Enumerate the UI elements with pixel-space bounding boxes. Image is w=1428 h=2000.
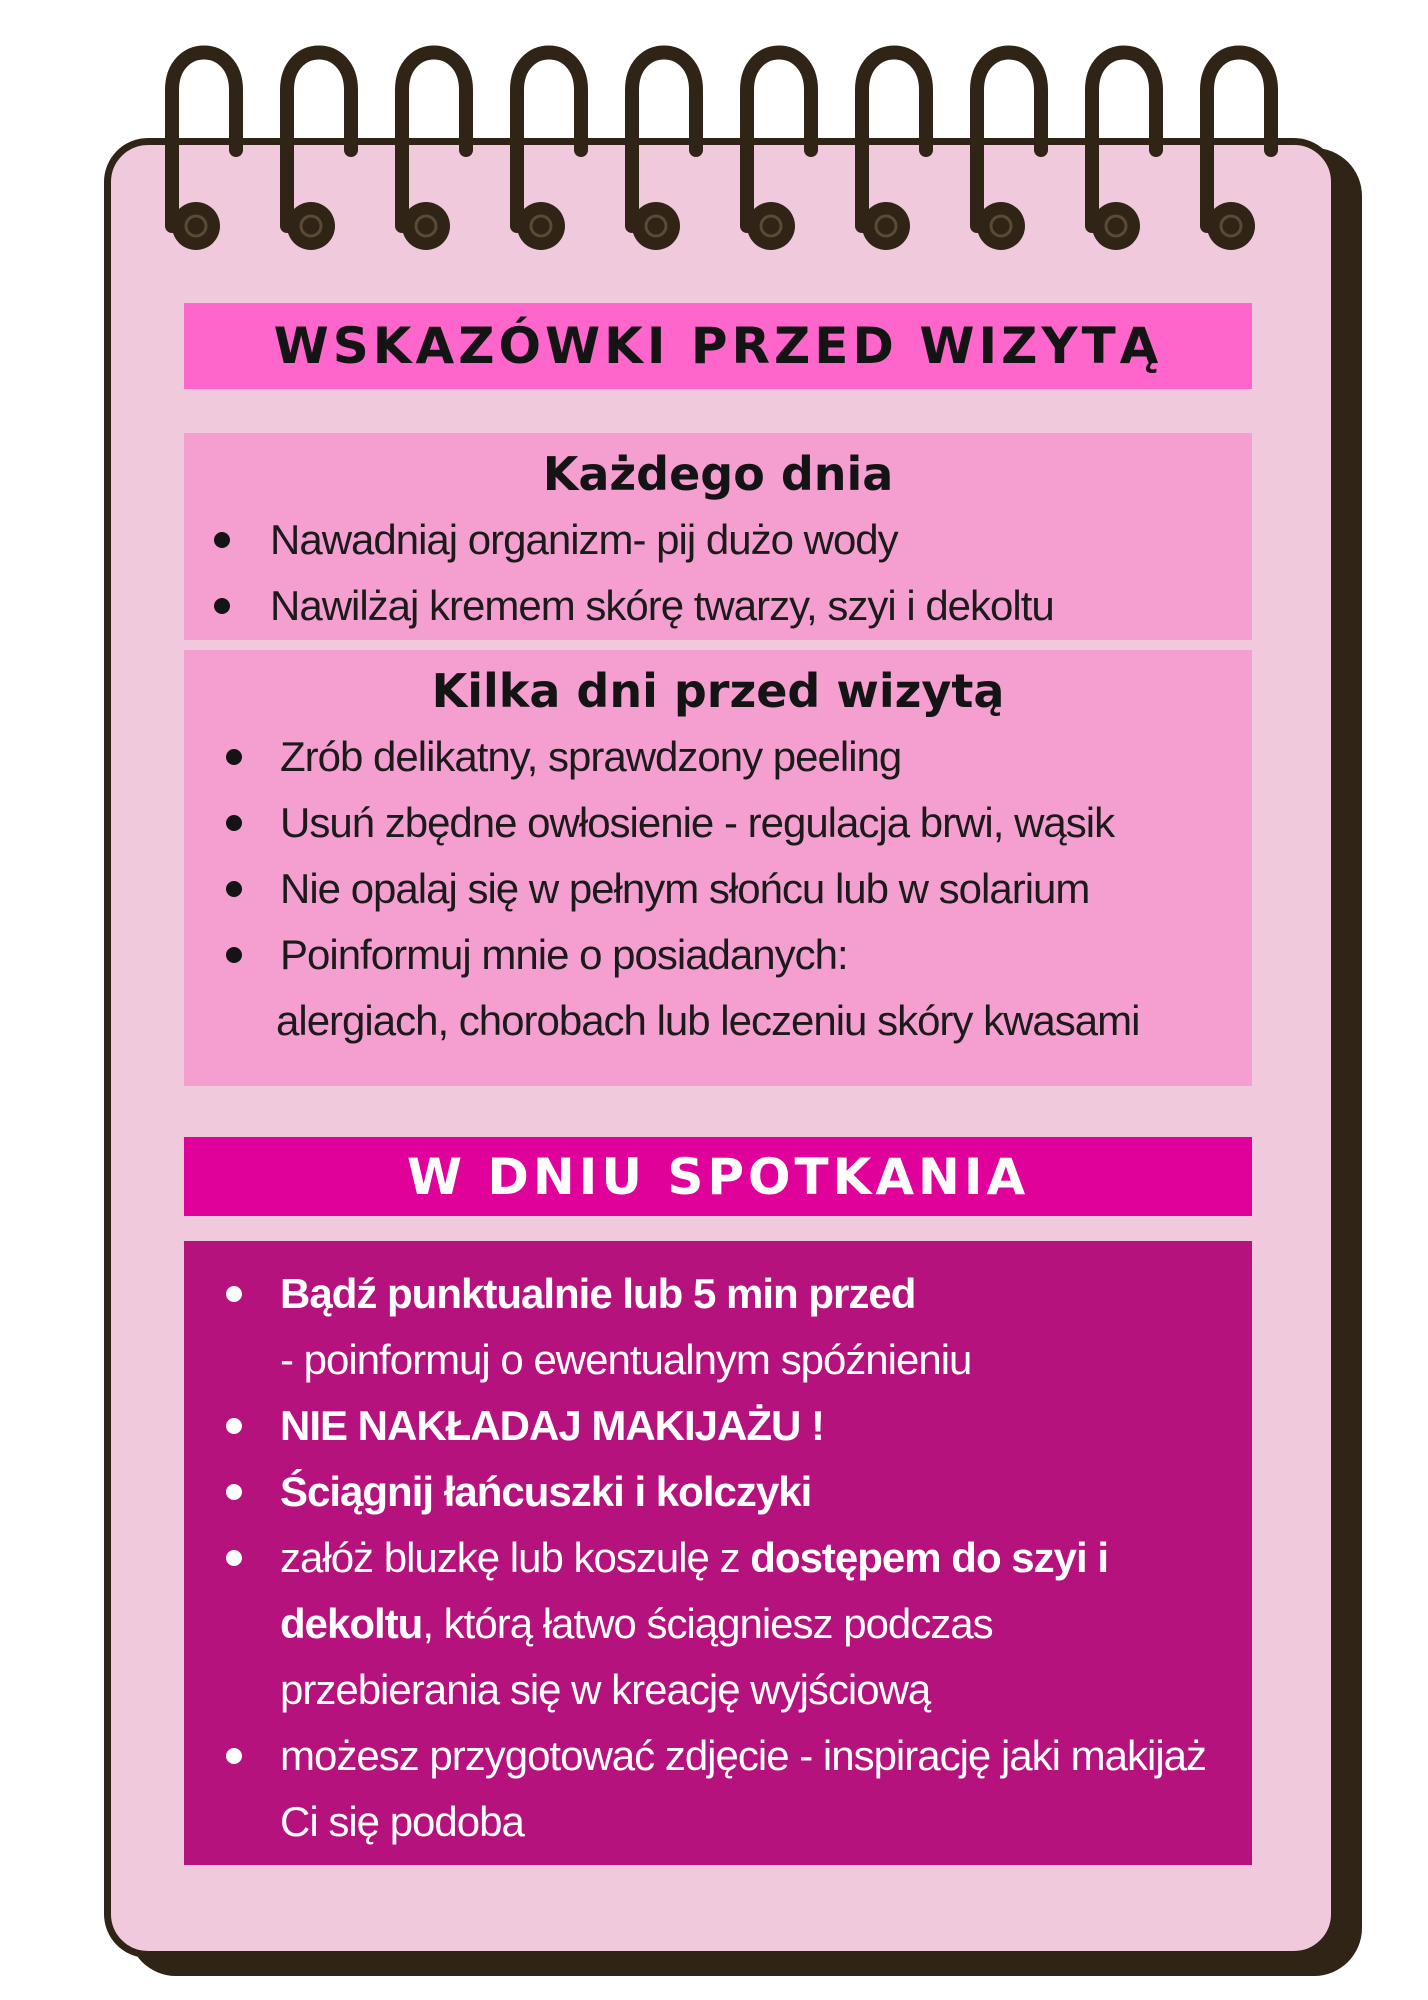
spiral-ring-icon (172, 53, 236, 227)
bullet-icon (226, 1286, 242, 1302)
bullet-icon (226, 815, 242, 831)
spiral-hole-icon (402, 202, 450, 250)
spiral-ring-icon (287, 53, 351, 227)
bullet-icon (226, 1748, 242, 1764)
bullet-icon (226, 947, 242, 963)
meeting-day-section (184, 1241, 1252, 1865)
list-item: możesz przygotować zdjęcie - inspirację jaki makijaż Ci się podoba (214, 1723, 1222, 1855)
list-item: Bądź punktualnie lub 5 min przed - poinformuj o ewentualnym spóźnieniu (214, 1261, 1222, 1393)
bullet-icon (214, 598, 230, 614)
daily-title: Każdego dnia (542, 447, 894, 501)
spiral-ring-icon (977, 53, 1041, 227)
spiral-binding (0, 0, 1428, 260)
bullet-icon (226, 1418, 242, 1434)
list-item: załóż bluzkę lub koszulę z dostępem do szyi i dekoltu, którą łatwo ściągniesz podczas przebierania się w kreację wyjściową (214, 1525, 1222, 1723)
bullet-icon (214, 532, 230, 548)
bullet-icon (226, 749, 242, 765)
spiral-hole-icon (517, 202, 565, 250)
list-item: NIE NAKŁADAJ MAKIJAŻU ! (214, 1393, 1222, 1459)
spiral-ring-icon (632, 53, 696, 227)
spiral-ring-icon (517, 53, 581, 227)
days-before-title: Kilka dni przed wizytą (431, 664, 1005, 718)
list-item: Ściągnij łańcuszki i kolczyki (214, 1459, 1222, 1525)
days-before-list (214, 724, 1222, 1054)
list-item: Nie opalaj się w pełnym słońcu lub w solarium (214, 856, 1222, 922)
list-item-continuation: alergiach, chorobach lub leczeniu skóry kwasami (276, 997, 1140, 1044)
meeting-day-title: W DNIU SPOTKANIA (184, 1137, 1252, 1216)
spiral-ring-icon (402, 53, 466, 227)
bullet-icon (226, 1550, 242, 1566)
spiral-hole-icon (862, 202, 910, 250)
list-item: Zrób delikatny, sprawdzony peeling (214, 724, 1222, 790)
spiral-ring-icon (862, 53, 926, 227)
spiral-hole-icon (1207, 202, 1255, 250)
spiral-ring-icon (1207, 53, 1271, 227)
spiral-hole-icon (632, 202, 680, 250)
bullet-icon (226, 881, 242, 897)
page-title: WSKAZÓWKI PRZED WIZYTĄ (184, 303, 1252, 389)
bullet-icon (226, 1484, 242, 1500)
meeting-day-list (214, 1261, 1222, 1855)
spiral-hole-icon (1092, 202, 1140, 250)
spiral-ring-icon (1092, 53, 1156, 227)
list-item: Usuń zbędne owłosienie - regulacja brwi, wąsik (214, 790, 1222, 856)
spiral-hole-icon (172, 202, 220, 250)
spiral-hole-icon (747, 202, 795, 250)
list-item: Poinformuj mnie o posiadanych: alergiach, chorobach lub leczeniu skóry kwasami (214, 922, 1222, 1054)
spiral-ring-icon (747, 53, 811, 227)
days-before-section (184, 650, 1252, 1086)
daily-section (184, 433, 1252, 640)
daily-list (214, 507, 1222, 639)
spiral-hole-icon (977, 202, 1025, 250)
spiral-hole-icon (287, 202, 335, 250)
list-item: Nawilżaj kremem skórę twarzy, szyi i dekoltu (214, 573, 1222, 639)
list-item: Nawadniaj organizm- pij dużo wody (214, 507, 1222, 573)
